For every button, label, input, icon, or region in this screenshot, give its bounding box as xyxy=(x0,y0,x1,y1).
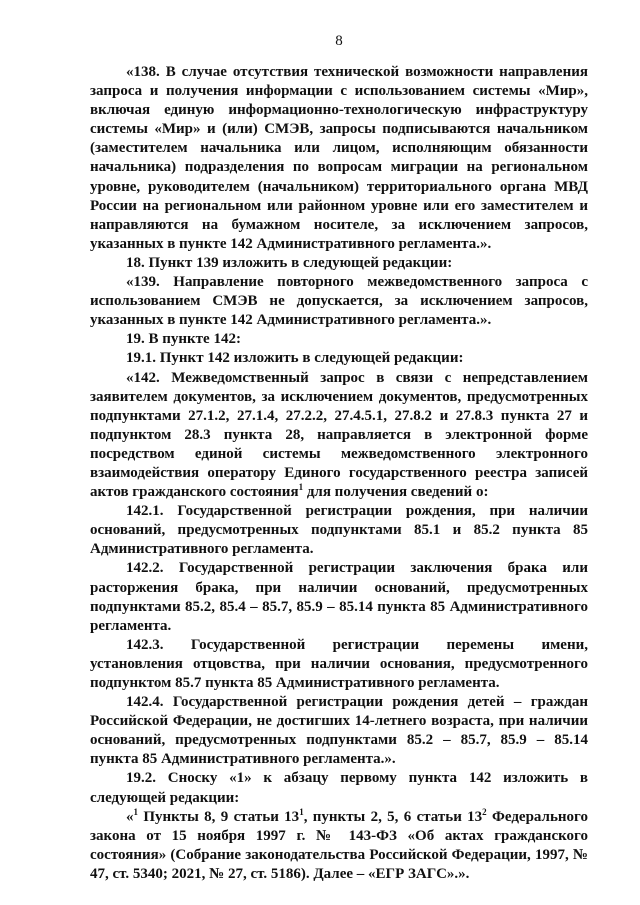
paragraph: 19.2. Сноску «1» к абзацу первому пункта 142 изложить в следующей редакции: xyxy=(90,770,588,806)
page-number: 8 xyxy=(335,33,343,49)
paragraph: 142.2. Государственной регистрации заключения брака или расторжения брака, при наличии оснований, предусмотренных подпунктами 85.2, 85.4 – 85.7, 85.9 – 85.14 пункта 85 Административного регламента. xyxy=(90,560,588,634)
paragraph: «142. Межведомственный запрос в связи с непредставлением заявителем документов, за исключением документов, предусмотренных подпунктами 27.1.2, 27.1.4, 27.2.2, 27.4.5.1, 27.8.2 и 27.8.3 пункта 27 и подпунктом 28.3 пункта 28, направляется в электронной форме посредством единой системы межведомственного электронного взаимодействия оператору Единого государственного реестра записей актов гражданского состояния$^1$ для получения сведений о: xyxy=(90,369,588,501)
paragraph: 142.3. Государственной регистрации перемены имени, установления отцовства, при наличии основания, предусмотренного подпунктом 85.7 пункта 85 Административного регламента. xyxy=(90,636,588,691)
paragraph: 142.4. Государственной регистрации рождения детей – граждан Российской Федерации, не достигших 14-летнего возраста, при наличии оснований, предусмотренных подпунктами 85.2 – 85.7, 85.9 – 85.14 пункта 85 Административного регламента.». xyxy=(90,694,588,768)
paragraph: 19. В пункте 142: xyxy=(126,331,241,348)
paragraph: «$^1$ Пункты 8, 9 статьи $13^1$, пункты 2, 5, 6 статьи $13^2$ Федерального закона от 15 ноября 1997 г. № 143-ФЗ «Об актах гражданского состояния» (Собрание законодательства Российской Федерации, 1997, № 47, ст. 5340; 2021, № 27, ст. 5186). Далее – «ЕГР ЗАГС».». xyxy=(90,806,588,882)
paragraph: 142.1. Государственной регистрации рождения, при наличии оснований, предусмотренных подпунктами 85.1 и 85.2 пункта 85 Административного регламента. xyxy=(90,503,588,558)
paragraph: 19.1. Пункт 142 изложить в следующей редакции: xyxy=(126,350,464,367)
document-body xyxy=(90,63,588,884)
paragraph: 18. Пункт 139 изложить в следующей редакции: xyxy=(126,254,453,271)
paragraph: «139. Направление повторного межведомственного запроса с использованием СМЭВ не допускается, за исключением запросов, указанных в пункте 142 Административного регламента.». xyxy=(90,274,588,329)
paragraph: «138. В случае отсутствия технической возможности направления запроса и получения информации с использованием системы «Мир», включая единую информационно-технологическую инфраструктуру системы «Мир» и (или) СМЭВ, запросы подписываются начальником (заместителем начальника или лицом, исполняющим обязанности начальника) подразделения по вопросам миграции на региональном уровне, руководителем (начальником) территориального органа МВД России на региональном или районном уровне или его заместителем и направляются на бумажном носителе, за исключением запросов, указанных в пункте 142 Административного регламента.». xyxy=(90,64,588,252)
